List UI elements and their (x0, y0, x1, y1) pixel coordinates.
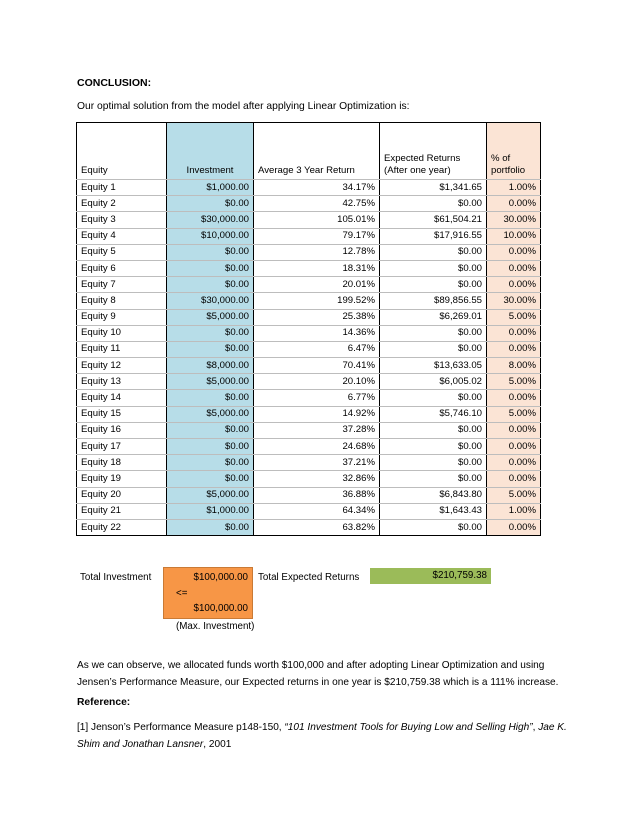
header-pct-line2: portfolio (491, 165, 526, 176)
table-row (77, 196, 541, 212)
cell-equity: Equity 2 (77, 196, 167, 212)
table-row (77, 455, 541, 471)
header-expected-returns (380, 123, 487, 180)
cell-investment: $0.00 (167, 277, 254, 293)
cell-investment: $1,000.00 (167, 180, 254, 196)
reference-sep: , (532, 722, 539, 733)
cell-expected-return: $0.00 (380, 422, 487, 438)
cell-equity: Equity 15 (77, 406, 167, 422)
cell-portfolio-pct: 0.00% (487, 519, 541, 535)
cell-equity: Equity 4 (77, 228, 167, 244)
cell-expected-return: $0.00 (380, 244, 487, 260)
cell-investment: $30,000.00 (167, 212, 254, 228)
cell-avg-return: 32.86% (254, 471, 380, 487)
table-row (77, 374, 541, 390)
cell-portfolio-pct: 30.00% (487, 212, 541, 228)
table-row (77, 519, 541, 535)
cell-avg-return: 14.36% (254, 325, 380, 341)
cell-portfolio-pct: 0.00% (487, 455, 541, 471)
cell-expected-return: $1,643.43 (380, 503, 487, 519)
cell-portfolio-pct: 0.00% (487, 196, 541, 212)
cell-investment: $8,000.00 (167, 358, 254, 374)
cell-expected-return: $6,269.01 (380, 309, 487, 325)
cell-portfolio-pct: 1.00% (487, 503, 541, 519)
cell-avg-return: 37.28% (254, 422, 380, 438)
cell-equity: Equity 13 (77, 374, 167, 390)
cell-investment: $5,000.00 (167, 406, 254, 422)
cell-expected-return: $5,746.10 (380, 406, 487, 422)
cell-investment: $0.00 (167, 422, 254, 438)
cell-avg-return: 18.31% (254, 260, 380, 276)
cell-avg-return: 63.82% (254, 519, 380, 535)
cell-avg-return: 20.01% (254, 277, 380, 293)
cell-expected-return: $0.00 (380, 277, 487, 293)
conclusion-paragraph: As we can observe, we allocated funds worth $100,000 and after adopting Linear Optimization and using Jensen’s Performance Measure, our Expected returns in one year is $210,759.38 which is a 111% increase. (77, 660, 559, 688)
cell-expected-return: $0.00 (380, 439, 487, 455)
cell-avg-return: 42.75% (254, 196, 380, 212)
total-expected-value: $210,759.38 (432, 570, 487, 581)
intro-text: Our optimal solution from the model after applying Linear Optimization is: (77, 101, 410, 112)
cell-equity: Equity 11 (77, 341, 167, 357)
cell-equity: Equity 9 (77, 309, 167, 325)
table-row (77, 390, 541, 406)
header-portfolio-pct (487, 123, 541, 180)
cell-equity: Equity 5 (77, 244, 167, 260)
reference-title: “101 Investment Tools for Buying Low and Selling High” (284, 722, 533, 733)
cell-expected-return: $0.00 (380, 455, 487, 471)
header-pct-line1: % of (491, 153, 511, 164)
table-row (77, 471, 541, 487)
table-row (77, 180, 541, 196)
header-equity: Equity (77, 123, 167, 180)
cell-avg-return: 64.34% (254, 503, 380, 519)
cell-equity: Equity 3 (77, 212, 167, 228)
cell-investment: $0.00 (167, 325, 254, 341)
cell-portfolio-pct: 10.00% (487, 228, 541, 244)
table-row (77, 260, 541, 276)
cell-equity: Equity 20 (77, 487, 167, 503)
cell-expected-return: $61,504.21 (380, 212, 487, 228)
constraint-symbol: <= (176, 588, 188, 599)
table-row (77, 244, 541, 260)
cell-portfolio-pct: 30.00% (487, 293, 541, 309)
cell-investment: $1,000.00 (167, 503, 254, 519)
cell-avg-return: 6.77% (254, 390, 380, 406)
cell-portfolio-pct: 0.00% (487, 390, 541, 406)
header-expected-line1: Expected Returns (384, 153, 461, 164)
table-row (77, 325, 541, 341)
cell-investment: $5,000.00 (167, 309, 254, 325)
cell-avg-return: 105.01% (254, 212, 380, 228)
cell-investment: $10,000.00 (167, 228, 254, 244)
cell-portfolio-pct: 5.00% (487, 406, 541, 422)
cell-avg-return: 25.38% (254, 309, 380, 325)
reference-heading: Reference: (77, 697, 131, 708)
cell-expected-return: $89,856.55 (380, 293, 487, 309)
cell-investment: $0.00 (167, 439, 254, 455)
table-row (77, 341, 541, 357)
table-row (77, 487, 541, 503)
cell-investment: $5,000.00 (167, 374, 254, 390)
cell-expected-return: $17,916.55 (380, 228, 487, 244)
cell-portfolio-pct: 0.00% (487, 260, 541, 276)
cell-avg-return: 70.41% (254, 358, 380, 374)
cell-equity: Equity 19 (77, 471, 167, 487)
cell-equity: Equity 22 (77, 519, 167, 535)
cell-portfolio-pct: 0.00% (487, 422, 541, 438)
reference-authors: Jae K. Shim and Jonathan Lansner (77, 722, 567, 750)
cell-investment: $30,000.00 (167, 293, 254, 309)
cell-portfolio-pct: 5.00% (487, 374, 541, 390)
reference-prefix: [1] Jenson’s Performance Measure p148-150, (77, 722, 285, 733)
cell-avg-return: 12.78% (254, 244, 380, 260)
cell-equity: Equity 10 (77, 325, 167, 341)
cell-avg-return: 14.92% (254, 406, 380, 422)
cell-expected-return: $13,633.05 (380, 358, 487, 374)
page-heading: CONCLUSION: (77, 77, 152, 89)
cell-portfolio-pct: 0.00% (487, 341, 541, 357)
reference-year: , 2001 (203, 739, 232, 750)
cell-equity: Equity 1 (77, 180, 167, 196)
cell-investment: $0.00 (167, 519, 254, 535)
total-expected-label: Total Expected Returns (258, 572, 360, 583)
cell-portfolio-pct: 0.00% (487, 277, 541, 293)
cell-expected-return: $0.00 (380, 471, 487, 487)
cell-equity: Equity 12 (77, 358, 167, 374)
cell-investment: $5,000.00 (167, 487, 254, 503)
max-investment-value: $100,000.00 (193, 603, 248, 614)
cell-portfolio-pct: 0.00% (487, 439, 541, 455)
cell-equity: Equity 6 (77, 260, 167, 276)
table-row (77, 309, 541, 325)
cell-investment: $0.00 (167, 455, 254, 471)
cell-portfolio-pct: 5.00% (487, 309, 541, 325)
cell-investment: $0.00 (167, 260, 254, 276)
cell-portfolio-pct: 5.00% (487, 487, 541, 503)
table-row (77, 422, 541, 438)
cell-avg-return: 199.52% (254, 293, 380, 309)
cell-expected-return: $6,005.02 (380, 374, 487, 390)
table-row (77, 503, 541, 519)
total-expected-box (370, 568, 491, 584)
table-row (77, 293, 541, 309)
total-investment-label: Total Investment (80, 572, 152, 583)
table-row (77, 212, 541, 228)
cell-avg-return: 37.21% (254, 455, 380, 471)
cell-avg-return: 20.10% (254, 374, 380, 390)
cell-equity: Equity 17 (77, 439, 167, 455)
cell-expected-return: $0.00 (380, 196, 487, 212)
table-header-row (77, 123, 541, 180)
cell-equity: Equity 21 (77, 503, 167, 519)
cell-expected-return: $0.00 (380, 341, 487, 357)
cell-portfolio-pct: 1.00% (487, 180, 541, 196)
cell-expected-return: $1,341.65 (380, 180, 487, 196)
reference-entry (77, 719, 567, 753)
cell-expected-return: $0.00 (380, 390, 487, 406)
max-investment-note: (Max. Investment) (176, 621, 255, 632)
total-investment-box (163, 567, 253, 619)
cell-avg-return: 79.17% (254, 228, 380, 244)
cell-equity: Equity 8 (77, 293, 167, 309)
cell-avg-return: 24.68% (254, 439, 380, 455)
cell-avg-return: 6.47% (254, 341, 380, 357)
cell-investment: $0.00 (167, 196, 254, 212)
cell-equity: Equity 14 (77, 390, 167, 406)
cell-avg-return: 34.17% (254, 180, 380, 196)
cell-portfolio-pct: 8.00% (487, 358, 541, 374)
header-expected-line2: (After one year) (384, 165, 451, 176)
cell-expected-return: $0.00 (380, 325, 487, 341)
cell-portfolio-pct: 0.00% (487, 471, 541, 487)
table-row (77, 406, 541, 422)
cell-equity: Equity 18 (77, 455, 167, 471)
cell-investment: $0.00 (167, 390, 254, 406)
cell-avg-return: 36.88% (254, 487, 380, 503)
cell-expected-return: $6,843.80 (380, 487, 487, 503)
cell-portfolio-pct: 0.00% (487, 325, 541, 341)
header-investment: Investment (167, 123, 254, 180)
cell-investment: $0.00 (167, 244, 254, 260)
cell-expected-return: $0.00 (380, 519, 487, 535)
cell-equity: Equity 16 (77, 422, 167, 438)
cell-expected-return: $0.00 (380, 260, 487, 276)
table-row (77, 277, 541, 293)
cell-investment: $0.00 (167, 341, 254, 357)
cell-portfolio-pct: 0.00% (487, 244, 541, 260)
table-row (77, 358, 541, 374)
header-avg-return: Average 3 Year Return (254, 123, 380, 180)
table-row (77, 439, 541, 455)
total-investment-value: $100,000.00 (193, 572, 248, 583)
cell-equity: Equity 7 (77, 277, 167, 293)
allocation-table (76, 122, 541, 536)
cell-investment: $0.00 (167, 471, 254, 487)
table-row (77, 228, 541, 244)
